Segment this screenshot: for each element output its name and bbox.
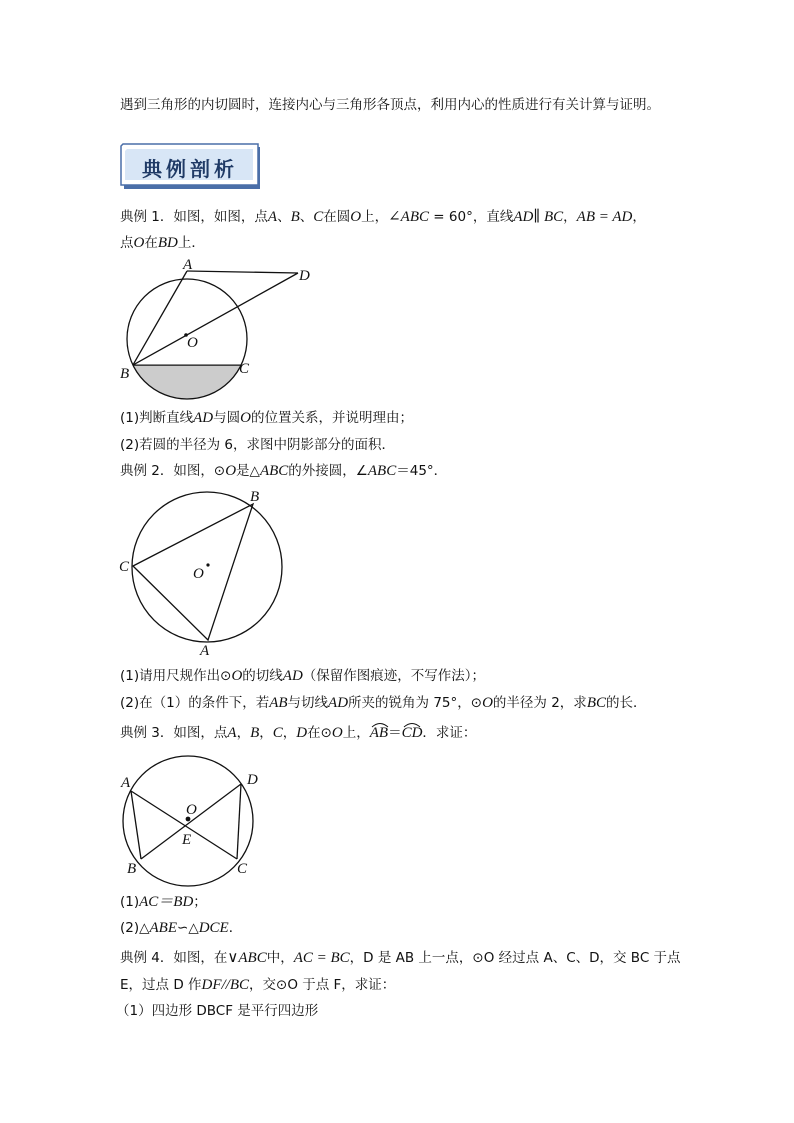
example2-figure	[112, 485, 302, 659]
label-o: O	[186, 802, 197, 818]
label-c: C	[119, 559, 130, 575]
example1-stem: 典例 1．如图，如图，点A、B、C在圆O上，∠ABC = 60°，直线AD∥ BC，AB = AD，	[120, 209, 646, 225]
example4-label: 典例 4．	[120, 950, 174, 966]
label-a: A	[200, 643, 210, 659]
example1-question2: (2)若圆的半径为 6，求图中阴影部分的面积．	[120, 437, 396, 453]
example1-figure	[110, 258, 320, 388]
section-banner	[120, 143, 266, 195]
example4-question1: （1）四边形 DBCF 是平行四边形	[116, 1003, 319, 1019]
arc-cd: CD	[402, 723, 423, 743]
example1-stem-line2: 点O在BD上．	[120, 235, 205, 251]
arc-mark-icon	[403, 722, 421, 728]
example4-stem-line2: E，过点 D 作DF//BC，交⊙O 于点 F，求证：	[120, 977, 396, 993]
circle-o	[132, 492, 282, 642]
example2-stem: 典例 2．如图，⊙O是△ABC的外接圆，∠ABC＝45°．	[120, 463, 448, 479]
label-d: D	[299, 268, 310, 284]
arc-mark-icon	[371, 722, 389, 728]
label-c: C	[237, 861, 248, 877]
example2-question1: (1)请用尺规作出⊙O的切线AD（保留作图痕迹，不写作法）；	[120, 668, 486, 684]
example3-figure	[116, 760, 276, 885]
example1-question1: (1)判断直线AD与圆O的位置关系，并说明理由；	[120, 410, 413, 426]
example4-stem: 典例 4．如图，在∨ABC中，AC = BC，D 是 AB 上一点，⊙O 经过点 A、C、D，交 BC 于点	[120, 950, 681, 966]
label-b: B	[120, 366, 130, 382]
label-a: A	[183, 257, 193, 273]
example3-question1: (1)AC＝BD；	[120, 894, 207, 910]
label-b: B	[127, 861, 137, 877]
example3-question2: (2)△ABE∽△DCE．	[120, 920, 243, 936]
banner-title: 典例剖析	[142, 157, 238, 181]
example2-question2: (2)在（1）的条件下，若AB与切线AD所夹的锐角为 75°，⊙O的半径为 2，求BC的长．	[120, 695, 647, 711]
example2-label: 典例 2．	[120, 463, 174, 479]
label-o: O	[187, 335, 198, 351]
label-b: B	[250, 489, 260, 505]
center-dot	[206, 563, 209, 566]
arc-ab: AB	[370, 723, 388, 743]
label-a: A	[121, 775, 131, 791]
label-c: C	[239, 361, 250, 377]
example3-stem: 典例 3．如图，点A，B，C，D在⊙O上， AB＝ CD．求证：	[120, 723, 476, 743]
intro-text: 遇到三角形的内切圆时，连接内心与三角形各顶点，利用内心的性质进行有关计算与证明。	[120, 97, 660, 113]
label-o: O	[193, 566, 204, 582]
shaded-segment	[133, 365, 241, 399]
label-e: E	[182, 832, 192, 848]
label-d: D	[247, 772, 258, 788]
example3-label: 典例 3．	[120, 725, 174, 741]
example1-label: 典例 1．	[120, 209, 174, 225]
